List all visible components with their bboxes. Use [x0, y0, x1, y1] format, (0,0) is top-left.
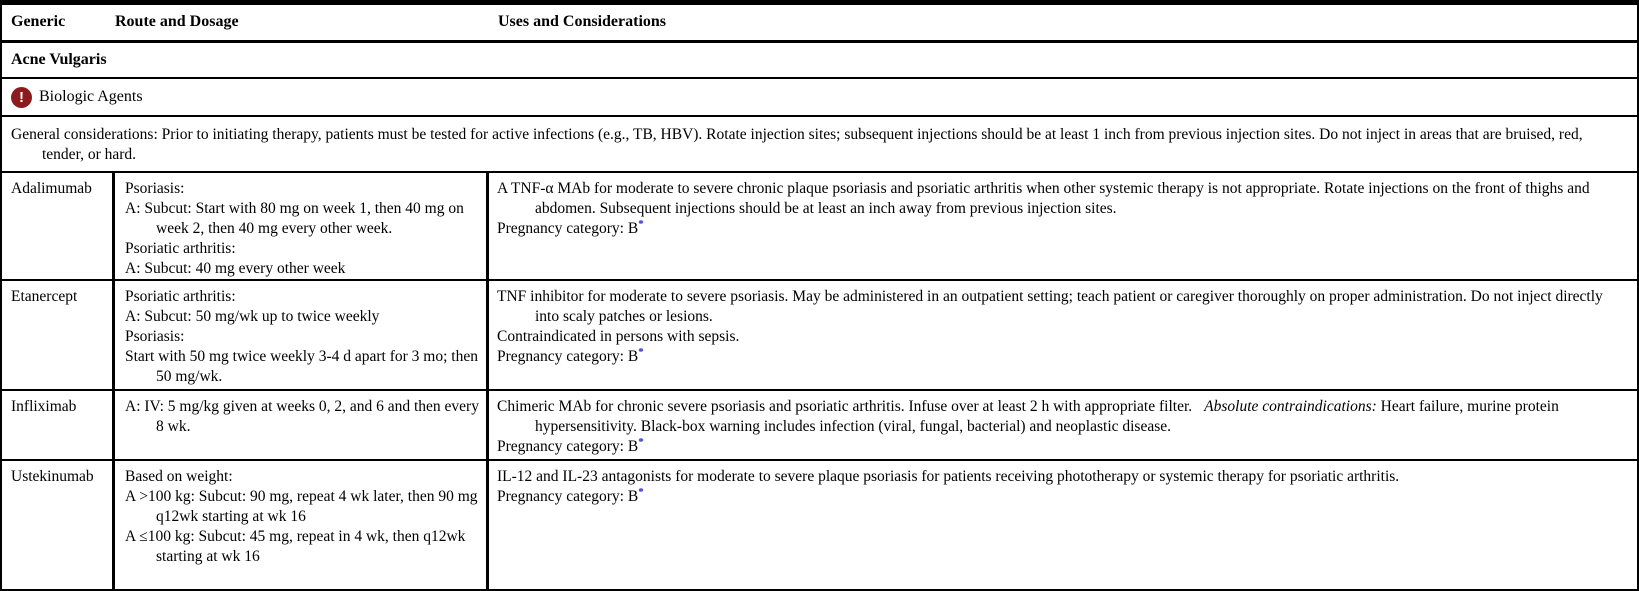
subsection-row [2, 79, 1637, 117]
uses-cell [489, 173, 1637, 279]
column-header-generic: Generic [11, 13, 66, 30]
generic-name: Ustekinumab [11, 468, 94, 485]
dosage-line: Psoriatic arthritis: [125, 240, 236, 257]
generic-name-cell [2, 281, 112, 389]
section-title: Acne Vulgaris [11, 51, 107, 68]
dosage-line: Psoriasis: [125, 180, 185, 197]
dosage-line: A: Subcut: 40 mg every other week [125, 260, 346, 277]
table-header-row [2, 5, 1637, 43]
pregnancy-category [497, 437, 1629, 457]
pregnancy-category [497, 487, 1629, 507]
dosage-line: Based on weight: [125, 468, 233, 485]
generic-name-cell [2, 173, 112, 279]
dosage-line: A ≤100 kg: Subcut: 45 mg, repeat in 4 wk, then q12wk starting at wk 16 [125, 528, 466, 565]
uses-text [497, 397, 1629, 437]
pregnancy-category-text: Pregnancy category: B [497, 438, 639, 455]
footnote-asterisk[interactable]: * [638, 345, 644, 358]
dosage-cell [112, 173, 489, 279]
table-row-adalimumab [2, 173, 1637, 281]
subsection-title: Biologic Agents [39, 88, 143, 105]
pregnancy-category-text: Pregnancy category: B [497, 348, 639, 365]
column-header-route-dosage: Route and Dosage [115, 13, 239, 30]
footnote-asterisk[interactable]: * [638, 217, 644, 230]
pregnancy-category-text: Pregnancy category: B [497, 488, 639, 505]
dosage-line: Psoriasis: [125, 328, 185, 345]
uses-text-plain: Heart failure, murine protein hypersensitivity. Black-box warning includes infection (viral, fungal, bacterial) and neoplastic disease. [535, 398, 1559, 435]
uses-text: A TNF-α MAb for moderate to severe chronic plaque psoriasis and psoriatic arthritis when other systemic therapy is not appropriate. Rotate injections on the front of thighs and abdomen. Subsequent injections should be at least an inch away from previous injection sites. [497, 180, 1590, 217]
alert-exclamation-icon [11, 87, 32, 108]
section-row [2, 43, 1637, 79]
uses-text-italic: Absolute contraindications: [1204, 398, 1377, 415]
uses-text: TNF inhibitor for moderate to severe psoriasis. May be administered in an outpatient setting; teach patient or caregiver thoroughly on proper administration. Do not inject directly into scaly patches or lesions. [497, 288, 1603, 325]
uses-cell [489, 391, 1637, 459]
dosage-line: Psoriatic arthritis: [125, 288, 236, 305]
general-considerations-row [2, 117, 1637, 173]
dosage-cell [112, 281, 489, 389]
uses-text-plain: Chimeric MAb for chronic severe psoriasis and psoriatic arthritis. Infuse over at least 2 h with appropriate filter. [497, 398, 1193, 415]
table-row-ustekinumab [2, 461, 1637, 591]
uses-text: Contraindicated in persons with sepsis. [497, 328, 740, 345]
dosage-line: A: Subcut: Start with 80 mg on week 1, then 40 mg on week 2, then 40 mg every other week. [125, 200, 464, 237]
dosage-line: A: Subcut: 50 mg/wk up to twice weekly [125, 308, 380, 325]
dosage-line: Start with 50 mg twice weekly 3-4 d apart for 3 mo; then 50 mg/wk. [125, 348, 478, 385]
generic-name-cell [2, 391, 112, 459]
generic-name: Etanercept [11, 288, 78, 305]
table-row-infliximab [2, 391, 1637, 461]
table-row-etanercept [2, 281, 1637, 391]
pregnancy-category [497, 347, 1629, 367]
dosage-line: A >100 kg: Subcut: 90 mg, repeat 4 wk later, then 90 mg q12wk starting at wk 16 [125, 488, 478, 525]
generic-name-cell [2, 461, 112, 589]
footnote-asterisk[interactable]: * [638, 435, 644, 448]
pregnancy-category [497, 219, 1629, 239]
uses-text: IL-12 and IL-23 antagonists for moderate to severe plaque psoriasis for patients receiving phototherapy or systemic therapy for psoriatic arthritis. [497, 468, 1400, 485]
generic-name: Infliximab [11, 398, 77, 415]
footnote-asterisk[interactable]: * [638, 485, 644, 498]
alert-icon-glyph: ! [19, 88, 24, 106]
dosage-cell [112, 391, 489, 459]
uses-cell [489, 461, 1637, 589]
uses-cell [489, 281, 1637, 389]
pregnancy-category-text: Pregnancy category: B [497, 220, 639, 237]
general-considerations-text: General considerations: Prior to initiating therapy, patients must be tested for active infections (e.g., TB, HBV). Rotate injection sites; subsequent injections should be at least 1 inch from previous injection sites. Do not inject in areas that are bruised, red, tender, or hard. [11, 126, 1583, 163]
column-header-uses: Uses and Considerations [498, 13, 667, 30]
generic-name: Adalimumab [11, 180, 92, 197]
dosage-line: A: IV: 5 mg/kg given at weeks 0, 2, and 6 and then every 8 wk. [125, 398, 479, 435]
dosage-cell [112, 461, 489, 589]
